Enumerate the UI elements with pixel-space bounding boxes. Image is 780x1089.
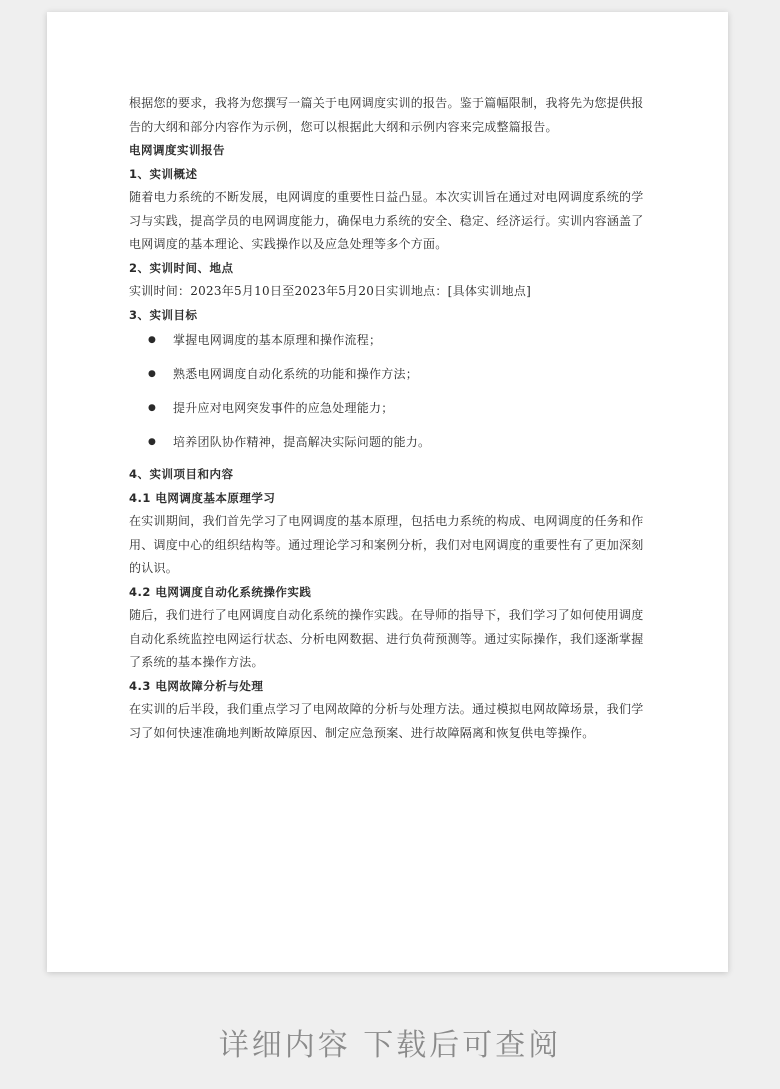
list-item	[129, 327, 649, 361]
section-4-heading: 4、实训项目和内容	[129, 467, 234, 481]
bullet-icon: ●	[148, 403, 157, 413]
section-1-heading: 1、实训概述	[129, 166, 198, 181]
section-4-3-heading: 4.3 电网故障分析与处理	[129, 678, 264, 693]
bullet-icon: ●	[148, 369, 157, 379]
document-content	[129, 92, 649, 745]
list-item	[129, 395, 649, 429]
intro-paragraph: 根据您的要求，我将为您撰写一篇关于电网调度实训的报告。鉴于篇幅限制，我将先为您提供报告的大纲和部分内容作为示例，您可以根据此大纲和示例内容来完成整篇报告。	[129, 96, 644, 134]
bullet-icon: ●	[148, 437, 157, 447]
document-page	[47, 12, 728, 972]
section-2-heading: 2、实训时间、地点	[129, 260, 234, 275]
section-2-body: 实训时间：2023年5月10日至2023年5月20日实训地点：[具体实训地点]	[129, 284, 532, 298]
goal-text: 提升应对电网突发事件的应急处理能力；	[173, 401, 394, 415]
goals-list	[129, 327, 649, 463]
section-4-1-heading: 4.1 电网调度基本原理学习	[129, 490, 276, 505]
bullet-icon: ●	[148, 335, 157, 345]
list-item	[129, 429, 649, 463]
section-4-2-heading: 4.2 电网调度自动化系统操作实践	[129, 584, 312, 599]
section-1-body: 随着电力系统的不断发展，电网调度的重要性日益凸显。本次实训旨在通过对电网调度系统的学习与实践，提高学员的电网调度能力，确保电力系统的安全、稳定、经济运行。实训内容涵盖了电网调度的基本理论、实践操作以及应急处理等多个方面。	[129, 190, 644, 251]
section-4-2-body: 随后，我们进行了电网调度自动化系统的操作实践。在导师的指导下，我们学习了如何使用调度自动化系统监控电网运行状态、分析电网数据、进行负荷预测等。通过实际操作，我们逐渐掌握了系统的基本操作方法。	[129, 608, 644, 669]
goal-text: 熟悉电网调度自动化系统的功能和操作方法；	[173, 367, 419, 381]
section-3-heading: 3、实训目标	[129, 307, 198, 322]
download-prompt: 详细内容 下载后可查阅	[218, 1028, 562, 1063]
list-item	[129, 361, 649, 395]
report-title: 电网调度实训报告	[129, 143, 225, 157]
goal-text: 培养团队协作精神，提高解决实际问题的能力。	[173, 435, 431, 449]
goal-text: 掌握电网调度的基本原理和操作流程；	[173, 333, 382, 347]
section-4-3-body: 在实训的后半段，我们重点学习了电网故障的分析与处理方法。通过模拟电网故障场景，我们学习了如何快速准确地判断故障原因、制定应急预案、进行故障隔离和恢复供电等操作。	[129, 702, 644, 740]
section-4-1-body: 在实训期间，我们首先学习了电网调度的基本原理，包括电力系统的构成、电网调度的任务和作用、调度中心的组织结构等。通过理论学习和案例分析，我们对电网调度的重要性有了更加深刻的认识。	[129, 514, 644, 575]
